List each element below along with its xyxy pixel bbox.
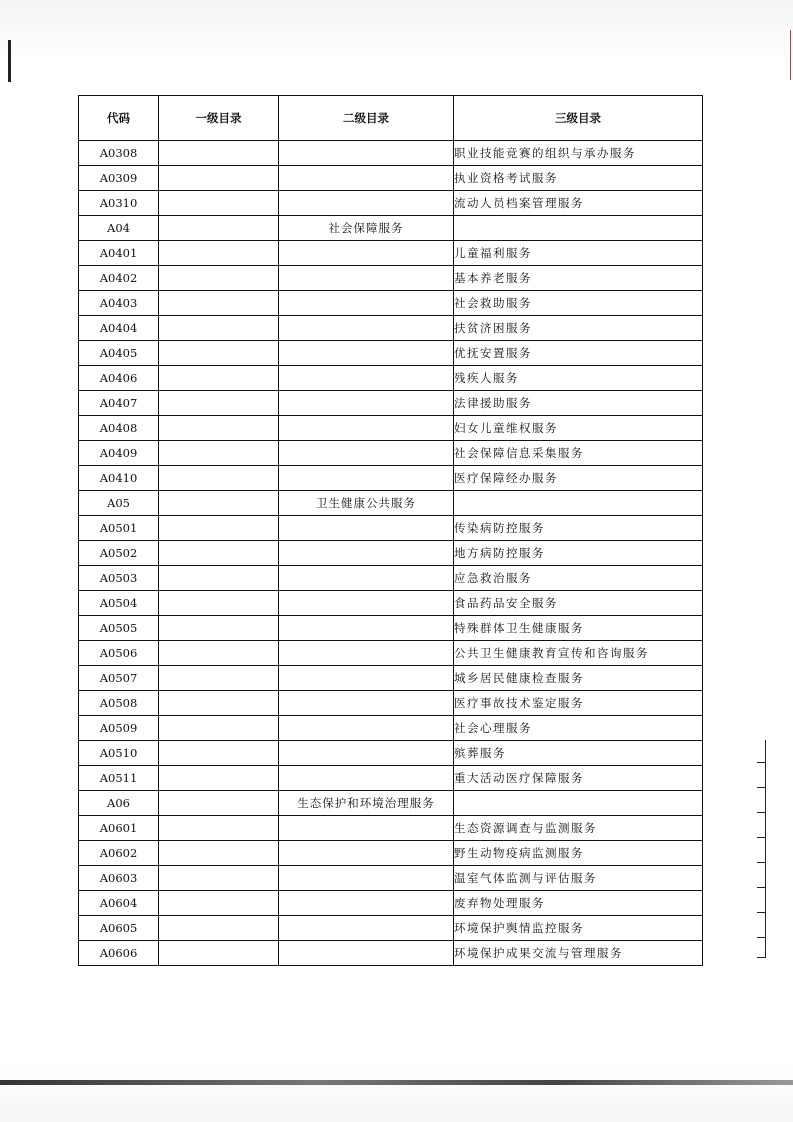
cell-level1 [159, 491, 279, 516]
cell-level1 [159, 241, 279, 266]
cell-level2 [279, 166, 454, 191]
cell-level2 [279, 741, 454, 766]
cell-level2 [279, 416, 454, 441]
cell-level2 [279, 391, 454, 416]
cell-level2 [279, 566, 454, 591]
table-row [79, 866, 703, 891]
cell-level2 [279, 441, 454, 466]
cell-level3: 食品药品安全服务 [454, 591, 703, 616]
cell-level2: 社会保障服务 [279, 216, 454, 241]
cell-level1 [159, 816, 279, 841]
cell-code: A0407 [79, 391, 159, 416]
cell-code: A0404 [79, 316, 159, 341]
table-row [79, 316, 703, 341]
cell-level2 [279, 816, 454, 841]
table-row [79, 666, 703, 691]
table-row [79, 291, 703, 316]
table-row [79, 716, 703, 741]
cell-level2 [279, 716, 454, 741]
cell-level3: 生态资源调查与监测服务 [454, 816, 703, 841]
cell-code: A0507 [79, 666, 159, 691]
header-row [79, 96, 703, 141]
cell-level1 [159, 316, 279, 341]
cell-level1 [159, 641, 279, 666]
cell-code: A05 [79, 491, 159, 516]
cell-level2 [279, 666, 454, 691]
cell-level3: 社会救助服务 [454, 291, 703, 316]
cell-level3: 废弃物处理服务 [454, 891, 703, 916]
table-row [79, 266, 703, 291]
cell-level3: 优抚安置服务 [454, 341, 703, 366]
table-row [79, 141, 703, 166]
cell-level1 [159, 891, 279, 916]
scan-edge-mark [8, 40, 11, 82]
cell-level3: 地方病防控服务 [454, 541, 703, 566]
catalog-table [78, 95, 703, 966]
cell-level2: 卫生健康公共服务 [279, 491, 454, 516]
cell-level1 [159, 291, 279, 316]
cell-level1 [159, 366, 279, 391]
table-row [79, 916, 703, 941]
cell-level1 [159, 216, 279, 241]
cell-level3: 法律援助服务 [454, 391, 703, 416]
table-row [79, 541, 703, 566]
table-row [79, 166, 703, 191]
cell-code: A0403 [79, 291, 159, 316]
scan-bottom-edge [0, 1080, 793, 1085]
cell-code: A0606 [79, 941, 159, 966]
cell-level3: 特殊群体卫生健康服务 [454, 616, 703, 641]
table-row [79, 191, 703, 216]
cell-level2 [279, 366, 454, 391]
cell-code: A04 [79, 216, 159, 241]
table-row [79, 591, 703, 616]
table-row [79, 341, 703, 366]
table-row [79, 216, 703, 241]
table-row [79, 241, 703, 266]
cell-level3: 重大活动医疗保障服务 [454, 766, 703, 791]
table-row [79, 516, 703, 541]
cell-code: A0406 [79, 366, 159, 391]
cell-level3 [454, 491, 703, 516]
cell-code: A0604 [79, 891, 159, 916]
cell-level3: 职业技能竞赛的组织与承办服务 [454, 141, 703, 166]
cell-level3: 妇女儿童维权服务 [454, 416, 703, 441]
header-level2: 二级目录 [279, 96, 454, 141]
cell-level1 [159, 391, 279, 416]
cell-code: A0409 [79, 441, 159, 466]
cell-level2 [279, 866, 454, 891]
cell-level2 [279, 766, 454, 791]
cell-level1 [159, 141, 279, 166]
table-row [79, 566, 703, 591]
cell-level1 [159, 541, 279, 566]
cell-code: A0602 [79, 841, 159, 866]
cell-level3: 城乡居民健康检查服务 [454, 666, 703, 691]
cell-level2 [279, 641, 454, 666]
margin-ruler [757, 740, 767, 958]
cell-code: A06 [79, 791, 159, 816]
cell-level2 [279, 691, 454, 716]
cell-level3 [454, 216, 703, 241]
table-row [79, 616, 703, 641]
header-level1: 一级目录 [159, 96, 279, 141]
cell-level1 [159, 441, 279, 466]
cell-level2 [279, 241, 454, 266]
table-row [79, 366, 703, 391]
cell-level2 [279, 941, 454, 966]
cell-level1 [159, 266, 279, 291]
cell-level3: 野生动物疫病监测服务 [454, 841, 703, 866]
cell-level2 [279, 141, 454, 166]
cell-level2 [279, 341, 454, 366]
cell-level3: 应急救治服务 [454, 566, 703, 591]
table-row [79, 391, 703, 416]
cell-level1 [159, 716, 279, 741]
cell-code: A0308 [79, 141, 159, 166]
cell-level3: 基本养老服务 [454, 266, 703, 291]
cell-code: A0502 [79, 541, 159, 566]
cell-code: A0508 [79, 691, 159, 716]
cell-code: A0310 [79, 191, 159, 216]
table-row [79, 416, 703, 441]
cell-level3: 社会心理服务 [454, 716, 703, 741]
cell-level1 [159, 341, 279, 366]
cell-level2 [279, 316, 454, 341]
cell-level2 [279, 291, 454, 316]
cell-code: A0408 [79, 416, 159, 441]
table-row [79, 491, 703, 516]
cell-level2 [279, 191, 454, 216]
cell-level1 [159, 616, 279, 641]
cell-code: A0501 [79, 516, 159, 541]
cell-code: A0410 [79, 466, 159, 491]
cell-code: A0509 [79, 716, 159, 741]
table-row [79, 941, 703, 966]
table-row [79, 841, 703, 866]
cell-level3: 温室气体监测与评估服务 [454, 866, 703, 891]
table-row [79, 691, 703, 716]
cell-code: A0401 [79, 241, 159, 266]
cell-level2 [279, 616, 454, 641]
cell-level1 [159, 516, 279, 541]
cell-level3: 公共卫生健康教育宣传和咨询服务 [454, 641, 703, 666]
header-level3: 三级目录 [454, 96, 703, 141]
table-row [79, 891, 703, 916]
cell-level1 [159, 666, 279, 691]
cell-level3: 环境保护成果交流与管理服务 [454, 941, 703, 966]
cell-level3: 社会保障信息采集服务 [454, 441, 703, 466]
cell-code: A0510 [79, 741, 159, 766]
cell-level3: 流动人员档案管理服务 [454, 191, 703, 216]
table-row [79, 816, 703, 841]
cell-level1 [159, 416, 279, 441]
cell-level3: 儿童福利服务 [454, 241, 703, 266]
cell-level3: 扶贫济困服务 [454, 316, 703, 341]
cell-level3: 传染病防控服务 [454, 516, 703, 541]
cell-level1 [159, 841, 279, 866]
cell-code: A0505 [79, 616, 159, 641]
cell-level3: 医疗保障经办服务 [454, 466, 703, 491]
cell-level2 [279, 591, 454, 616]
table-row [79, 641, 703, 666]
cell-level3: 殡葬服务 [454, 741, 703, 766]
table-row [79, 741, 703, 766]
cell-code: A0504 [79, 591, 159, 616]
scan-edge-mark-right [790, 30, 791, 80]
table-row [79, 791, 703, 816]
cell-level1 [159, 866, 279, 891]
cell-code: A0503 [79, 566, 159, 591]
cell-level1 [159, 916, 279, 941]
cell-level2 [279, 541, 454, 566]
cell-level3 [454, 791, 703, 816]
cell-code: A0605 [79, 916, 159, 941]
cell-code: A0405 [79, 341, 159, 366]
cell-level2 [279, 266, 454, 291]
table-row [79, 441, 703, 466]
cell-code: A0402 [79, 266, 159, 291]
cell-level2 [279, 516, 454, 541]
header-code: 代码 [79, 96, 159, 141]
cell-level2 [279, 466, 454, 491]
cell-level1 [159, 791, 279, 816]
cell-code: A0506 [79, 641, 159, 666]
cell-level3: 执业资格考试服务 [454, 166, 703, 191]
cell-code: A0603 [79, 866, 159, 891]
cell-level3: 医疗事故技术鉴定服务 [454, 691, 703, 716]
cell-level1 [159, 691, 279, 716]
cell-level1 [159, 191, 279, 216]
cell-code: A0601 [79, 816, 159, 841]
table-row [79, 766, 703, 791]
cell-level1 [159, 566, 279, 591]
cell-level1 [159, 741, 279, 766]
cell-level1 [159, 166, 279, 191]
cell-level1 [159, 941, 279, 966]
table-row [79, 466, 703, 491]
cell-code: A0309 [79, 166, 159, 191]
cell-level2 [279, 891, 454, 916]
cell-level1 [159, 591, 279, 616]
cell-level2 [279, 916, 454, 941]
cell-level2 [279, 841, 454, 866]
cell-level2: 生态保护和环境治理服务 [279, 791, 454, 816]
cell-code: A0511 [79, 766, 159, 791]
cell-level1 [159, 466, 279, 491]
cell-level1 [159, 766, 279, 791]
table-body [79, 141, 703, 966]
cell-level3: 环境保护舆情监控服务 [454, 916, 703, 941]
cell-level3: 残疾人服务 [454, 366, 703, 391]
